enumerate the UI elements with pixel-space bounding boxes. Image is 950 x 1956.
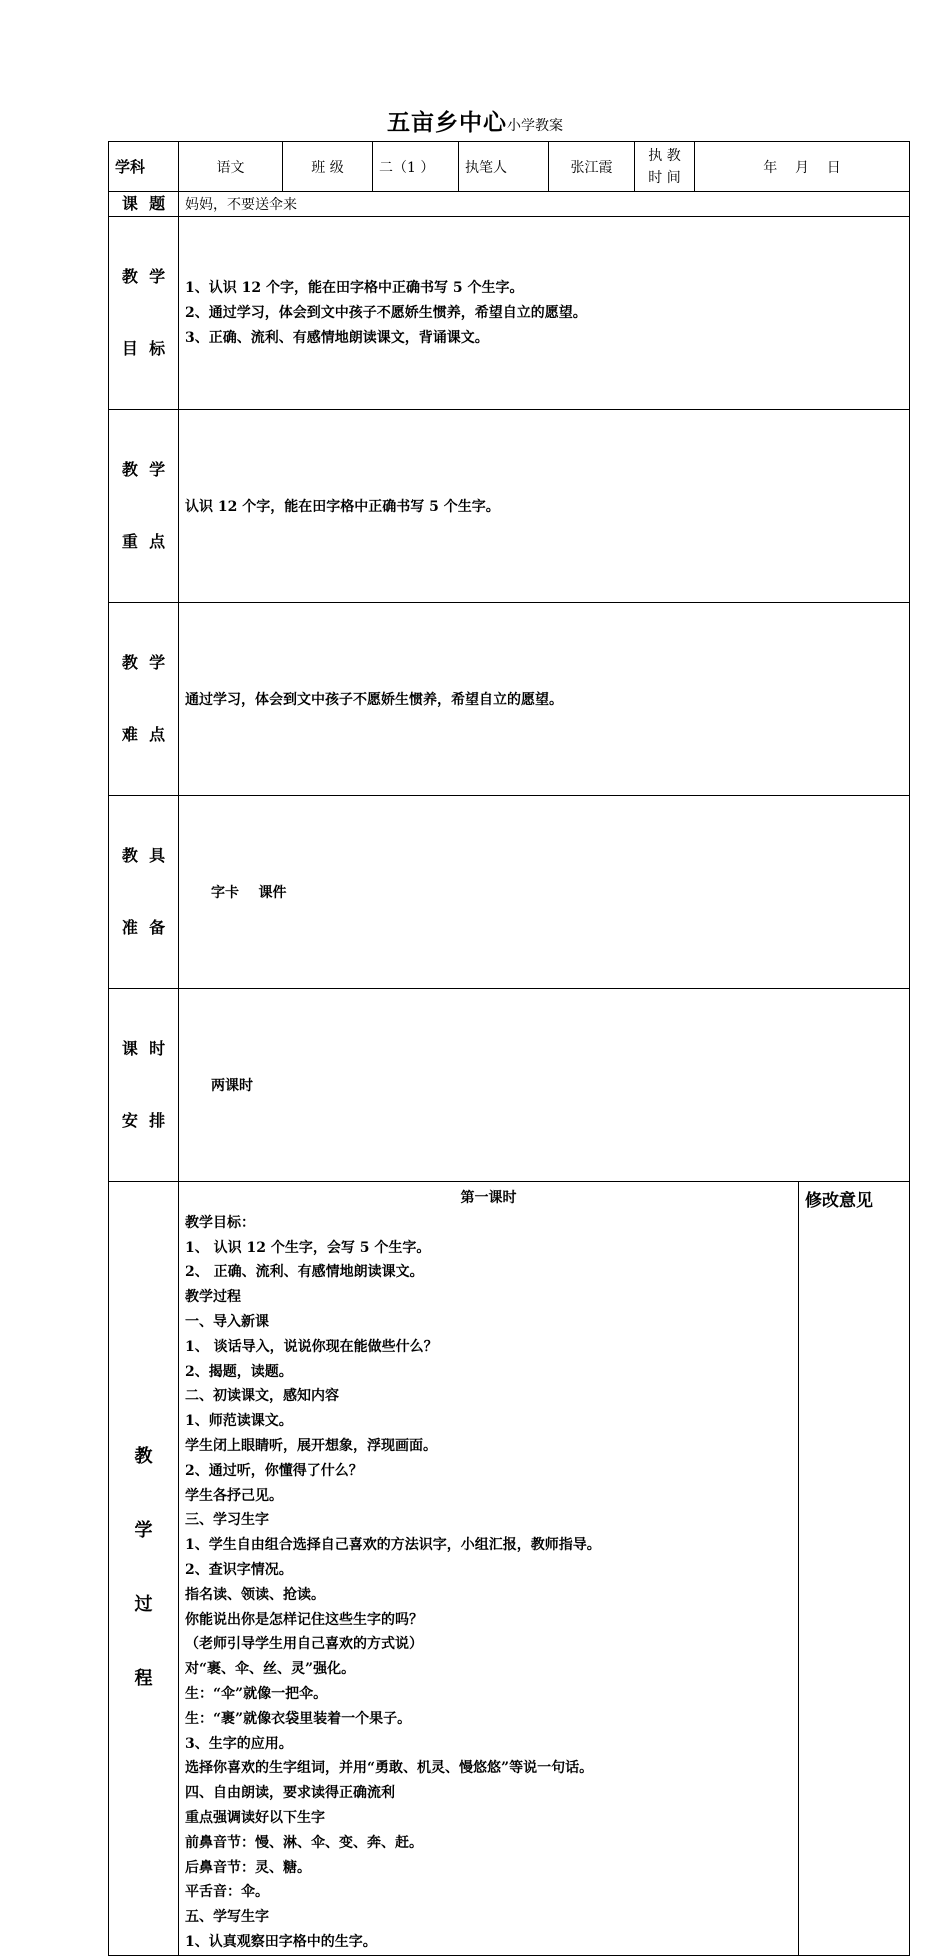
goals-list <box>179 217 910 410</box>
schedule-label-2: 安 排 <box>121 1111 166 1130</box>
process-line: 选择你喜欢的生字组词，并用“勇敢、机灵、慢悠悠”等说一句话。 <box>185 1760 594 1777</box>
process-line: 学生闭上眼睛听，展开想象，浮现画面。 <box>185 1437 437 1454</box>
process-line: 1、 认识 12 个生字，会写 5 个生字。 <box>185 1239 431 1256</box>
topic-label: 课 题 <box>109 192 179 217</box>
topic-value: 妈妈，不要送伞来 <box>179 192 910 217</box>
process-line: 三、学习生字 <box>185 1512 269 1529</box>
goal-item: 3、正确、流利、有感情地朗读课文，背诵课文。 <box>185 329 489 346</box>
tools-label-2: 准 备 <box>121 918 166 937</box>
schedule-label-1: 课 时 <box>121 1039 166 1058</box>
revise-label: 修改意见 <box>799 1182 910 1956</box>
goals-label-1: 教 学 <box>121 267 166 286</box>
key-points-label-1: 教 学 <box>121 460 166 479</box>
tools-label <box>109 796 179 989</box>
tools-row <box>109 796 910 989</box>
process-line: 对“裹、伞、丝、灵”强化。 <box>185 1661 356 1678</box>
date-value: 年 月 日 <box>695 142 910 192</box>
process-line: 一、导入新课 <box>185 1313 269 1330</box>
key-points-value: 认识 12 个字，能在田字格中正确书写 5 个生字。 <box>179 410 910 603</box>
process-line: 前鼻音节：慢、淋、伞、变、奔、赶。 <box>185 1834 423 1851</box>
process-line: 2、通过听，你懂得了什么？ <box>185 1462 363 1479</box>
tools-value: 字卡 课件 <box>179 796 910 989</box>
process-line: 1、师范读课文。 <box>185 1413 293 1430</box>
process-line: 1、 谈话导入，说说你现在能做些什么？ <box>185 1338 438 1355</box>
process-line: 2、揭题，读题。 <box>185 1363 293 1380</box>
author-value: 张江霞 <box>549 142 635 192</box>
process-line: 2、查识字情况。 <box>185 1561 293 1578</box>
process-label-char: 程 <box>134 1668 153 1690</box>
process-row <box>109 1182 910 1956</box>
process-line: 四、自由朗读，要求读得正确流利 <box>185 1785 395 1802</box>
subject-value: 语文 <box>179 142 283 192</box>
teach-time-label-1: 执 教 <box>648 147 681 164</box>
process-line: 生：“伞”就像一把伞。 <box>185 1685 328 1702</box>
process-content <box>179 1182 799 1956</box>
goals-label-2: 目 标 <box>121 339 166 358</box>
topic-row <box>109 192 910 217</box>
process-line: 学生各抒己见。 <box>185 1487 283 1504</box>
process-line: 指名读、领读、抢读。 <box>185 1586 325 1603</box>
process-line: 你能说出你是怎样记住这些生字的吗？ <box>185 1611 423 1628</box>
teach-time-label <box>635 142 695 192</box>
lesson-plan-table <box>108 141 910 1956</box>
header-row <box>109 142 910 192</box>
process-line: 1、认真观察田字格中的生字。 <box>185 1933 377 1950</box>
process-line: 后鼻音节：灵、糖。 <box>185 1859 311 1876</box>
title-main: 五亩乡中心 <box>387 109 507 136</box>
process-lines <box>185 1211 792 1955</box>
process-line: 3、生字的应用。 <box>185 1735 293 1752</box>
goals-row <box>109 217 910 410</box>
goal-item: 1、认识 12 个字，能在田字格中正确书写 5 个生字。 <box>185 279 524 296</box>
schedule-row <box>109 989 910 1182</box>
process-label-char: 学 <box>134 1520 153 1542</box>
class-value: 二（1 ） <box>373 142 459 192</box>
schedule-label <box>109 989 179 1182</box>
class-label: 班 级 <box>283 142 373 192</box>
difficulties-label-1: 教 学 <box>121 653 166 672</box>
process-label-char: 教 <box>134 1446 153 1468</box>
tools-label-1: 教 具 <box>121 846 166 865</box>
subject-label: 学科 <box>109 142 179 192</box>
key-points-label-2: 重 点 <box>121 532 166 551</box>
process-label <box>109 1182 179 1956</box>
teach-time-label-2: 时 间 <box>648 169 681 186</box>
schedule-value: 两课时 <box>179 989 910 1182</box>
process-line: 平舌音：伞。 <box>185 1884 269 1901</box>
key-points-label <box>109 410 179 603</box>
process-line: 五、学写生字 <box>185 1909 269 1926</box>
goal-item: 2、通过学习，体会到文中孩子不愿娇生惯养，希望自立的愿望。 <box>185 304 587 321</box>
lesson-title: 第一课时 <box>460 1190 517 1206</box>
difficulties-value: 通过学习，体会到文中孩子不愿娇生惯养，希望自立的愿望。 <box>179 603 910 796</box>
author-label: 执笔人 <box>459 142 549 192</box>
process-line: 教学目标： <box>185 1214 255 1231</box>
page-title <box>0 104 950 137</box>
difficulties-label-2: 难 点 <box>121 725 166 744</box>
process-line: （老师引导学生用自己喜欢的方式说） <box>185 1636 423 1653</box>
process-line: 重点强调读好以下生字 <box>185 1809 325 1826</box>
process-line: 二、初读课文，感知内容 <box>185 1388 339 1405</box>
key-points-row <box>109 410 910 603</box>
process-line: 2、 正确、流利、有感情地朗读课文。 <box>185 1264 424 1281</box>
process-line: 教学过程 <box>185 1289 241 1306</box>
process-label-char: 过 <box>134 1594 153 1616</box>
difficulties-row <box>109 603 910 796</box>
goals-label <box>109 217 179 410</box>
process-line: 1、学生自由组合选择自己喜欢的方法识字，小组汇报，教师指导。 <box>185 1537 601 1554</box>
title-sub: 小学教案 <box>507 118 563 134</box>
difficulties-label <box>109 603 179 796</box>
process-line: 生：“裹”就像衣袋里装着一个果子。 <box>185 1710 412 1727</box>
